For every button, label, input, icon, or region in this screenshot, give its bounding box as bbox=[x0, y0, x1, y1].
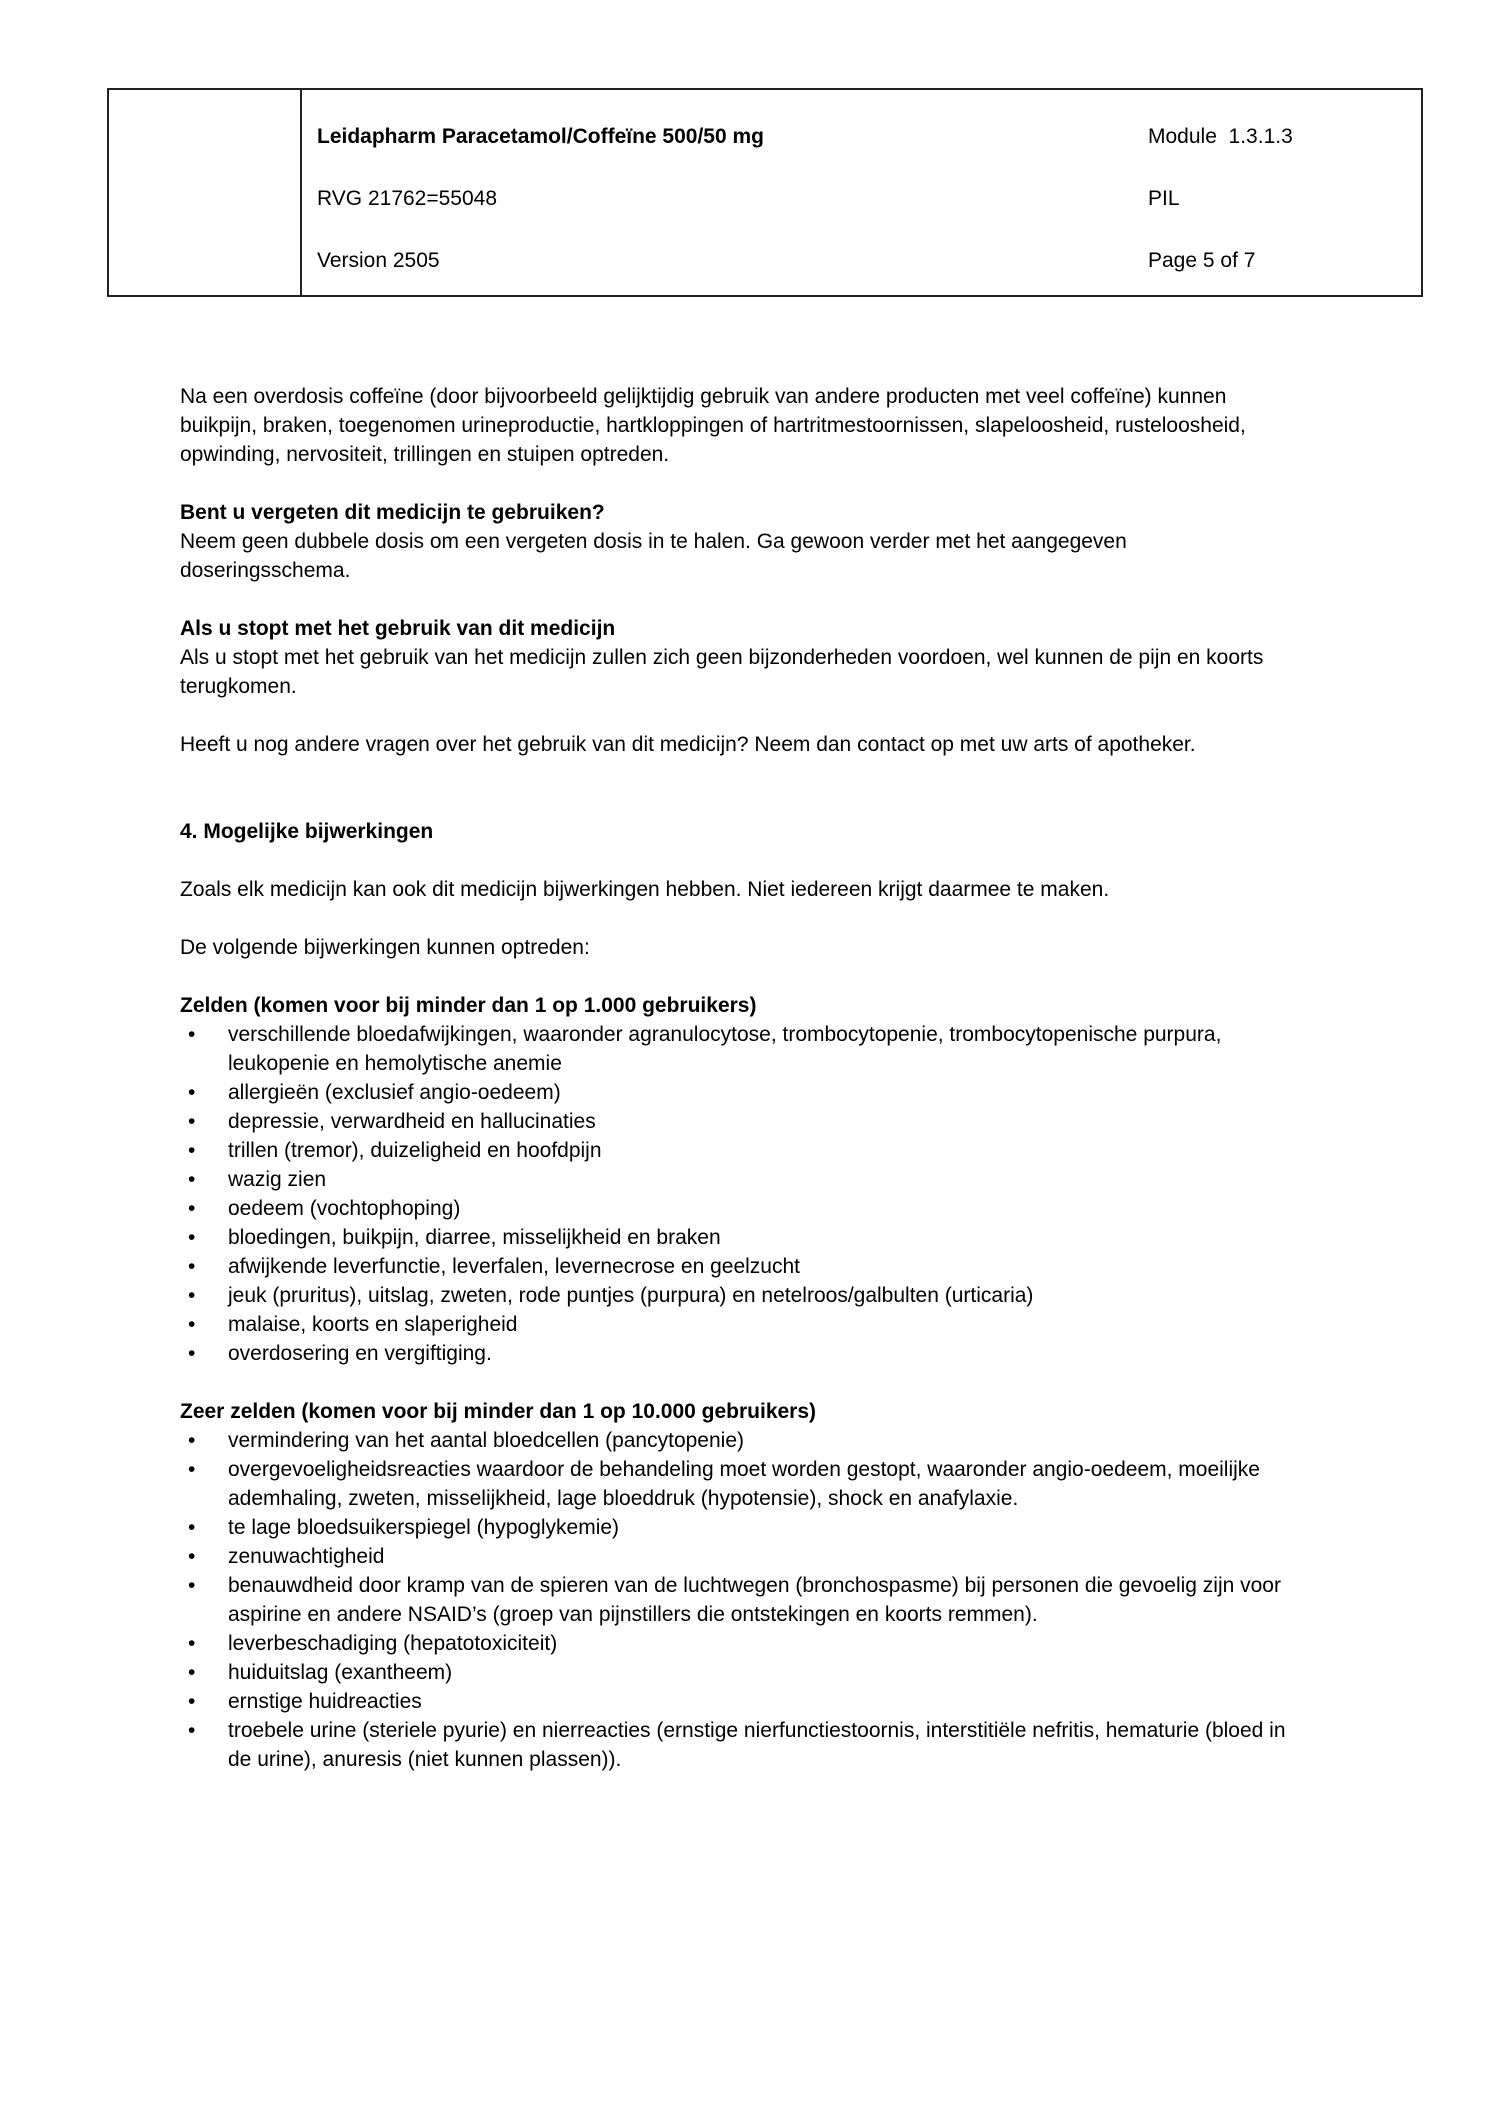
bullet-item: • oedeem (vochtophoping) bbox=[180, 1194, 1295, 1223]
bullet-item: • benauwdheid door kramp van de spieren van de luchtwegen (bronchospasme) bij personen die gevoelig zijn voor aspirine en andere NSAID’s (groep van pijnstillers die ontstekingen en koorts remmen). bbox=[180, 1571, 1295, 1629]
blank-line bbox=[180, 585, 1295, 614]
bullet-item: • huiduitslag (exantheem) bbox=[180, 1658, 1295, 1687]
module-number: Module 1.3.1.3 bbox=[1148, 125, 1293, 148]
header-row-product bbox=[317, 122, 1421, 151]
bullet-item: • depressie, verwardheid en hallucinaties bbox=[180, 1107, 1295, 1136]
bullet-item: • troebele urine (steriele pyurie) en nierreacties (ernstige nierfunctiestoornis, interstitiële nefritis, hematurie (bloed in de urine), anuresis (niet kunnen plassen)). bbox=[180, 1716, 1295, 1774]
blank-line bbox=[180, 701, 1295, 730]
blank-line bbox=[180, 904, 1295, 933]
bullet-item: • zenuwachtigheid bbox=[180, 1542, 1295, 1571]
rvg-number: RVG 21762=55048 bbox=[317, 187, 498, 210]
bullet-item: • ernstige huidreacties bbox=[180, 1687, 1295, 1716]
document-body bbox=[180, 382, 1295, 1774]
bullet-list bbox=[180, 1020, 1295, 1368]
paragraph: Zoals elk medicijn kan ook dit medicijn bijwerkingen hebben. Niet iedereen krijgt daarmee te maken. bbox=[180, 878, 1110, 901]
bullet-list bbox=[180, 1426, 1295, 1774]
section-heading: 4. Mogelijke bijwerkingen bbox=[180, 820, 434, 843]
bullet-item: • malaise, koorts en slaperigheid bbox=[180, 1310, 1295, 1339]
bullet-item: • verschillende bloedafwijkingen, waaronder agranulocytose, trombocytopenie, trombocytopenische purpura, leukopenie en hemolytische anemie bbox=[180, 1020, 1295, 1078]
header-table-empty-cell bbox=[109, 90, 302, 295]
bullet-item: • vermindering van het aantal bloedcellen (pancytopenie) bbox=[180, 1426, 1295, 1455]
version-label: Version 2505 bbox=[317, 249, 440, 272]
blank-line bbox=[180, 469, 1295, 498]
bullet-item: • jeuk (pruritus), uitslag, zweten, rode puntjes (purpura) en netelroos/galbulten (urticaria) bbox=[180, 1281, 1295, 1310]
header-table-info-cell bbox=[302, 90, 1421, 295]
blank-line bbox=[180, 962, 1295, 991]
section-heading: Zelden (komen voor bij minder dan 1 op 1.000 gebruikers) bbox=[180, 994, 757, 1017]
section-heading: Als u stopt met het gebruik van dit medicijn bbox=[180, 617, 616, 640]
bullet-item: • trillen (tremor), duizeligheid en hoofdpijn bbox=[180, 1136, 1295, 1165]
bullet-item: • bloedingen, buikpijn, diarree, misselijkheid en braken bbox=[180, 1223, 1295, 1252]
bullet-item: • wazig zien bbox=[180, 1165, 1295, 1194]
header-row-version bbox=[317, 246, 1421, 275]
section-heading: Zeer zelden (komen voor bij minder dan 1 op 10.000 gebruikers) bbox=[180, 1400, 817, 1423]
paragraph: Als u stopt met het gebruik van het medicijn zullen zich geen bijzonderheden voordoen, wel kunnen de pijn en koorts terugkomen. bbox=[180, 646, 1264, 698]
paragraph: Na een overdosis coffeïne (door bijvoorbeeld gelijktijdig gebruik van andere producten met veel coffeïne) kunnen buikpijn, braken, toegenomen urineproductie, hartkloppingen of hartritmestoornissen, slapeloosheid, rusteloosheid, opwinding, nervositeit, trillingen en stuipen optreden. bbox=[180, 385, 1246, 466]
bullet-item: • overgevoeligheidsreacties waardoor de behandeling moet worden gestopt, waaronder angio-oedeem, moeilijke ademhaling, zweten, misselijkheid, lage bloeddruk (hypotensie), shock en anafylaxie. bbox=[180, 1455, 1295, 1513]
bullet-item: • overdosering en vergiftiging. bbox=[180, 1339, 1295, 1368]
header-table bbox=[107, 88, 1423, 297]
section-heading: Bent u vergeten dit medicijn te gebruiken? bbox=[180, 501, 605, 524]
document-type: PIL bbox=[1148, 187, 1180, 210]
paragraph: Neem geen dubbele dosis om een vergeten dosis in te halen. Ga gewoon verder met het aangegeven doseringsschema. bbox=[180, 530, 1127, 582]
blank-line bbox=[180, 788, 1295, 817]
header-row-rvg bbox=[317, 184, 1421, 213]
product-title: Leidapharm Paracetamol/Coffeïne 500/50 mg bbox=[317, 125, 764, 148]
bullet-item: • afwijkende leverfunctie, leverfalen, levernecrose en geelzucht bbox=[180, 1252, 1295, 1281]
bullet-item: • leverbeschadiging (hepatotoxiciteit) bbox=[180, 1629, 1295, 1658]
blank-line bbox=[180, 759, 1295, 788]
paragraph: Heeft u nog andere vragen over het gebruik van dit medicijn? Neem dan contact op met uw arts of apotheker. bbox=[180, 733, 1196, 756]
bullet-item: • te lage bloedsuikerspiegel (hypoglykemie) bbox=[180, 1513, 1295, 1542]
blank-line bbox=[180, 1368, 1295, 1397]
blank-line bbox=[180, 846, 1295, 875]
bullet-item: • allergieën (exclusief angio-oedeem) bbox=[180, 1078, 1295, 1107]
paragraph: De volgende bijwerkingen kunnen optreden: bbox=[180, 936, 590, 959]
page-number: Page 5 of 7 bbox=[1148, 249, 1256, 272]
